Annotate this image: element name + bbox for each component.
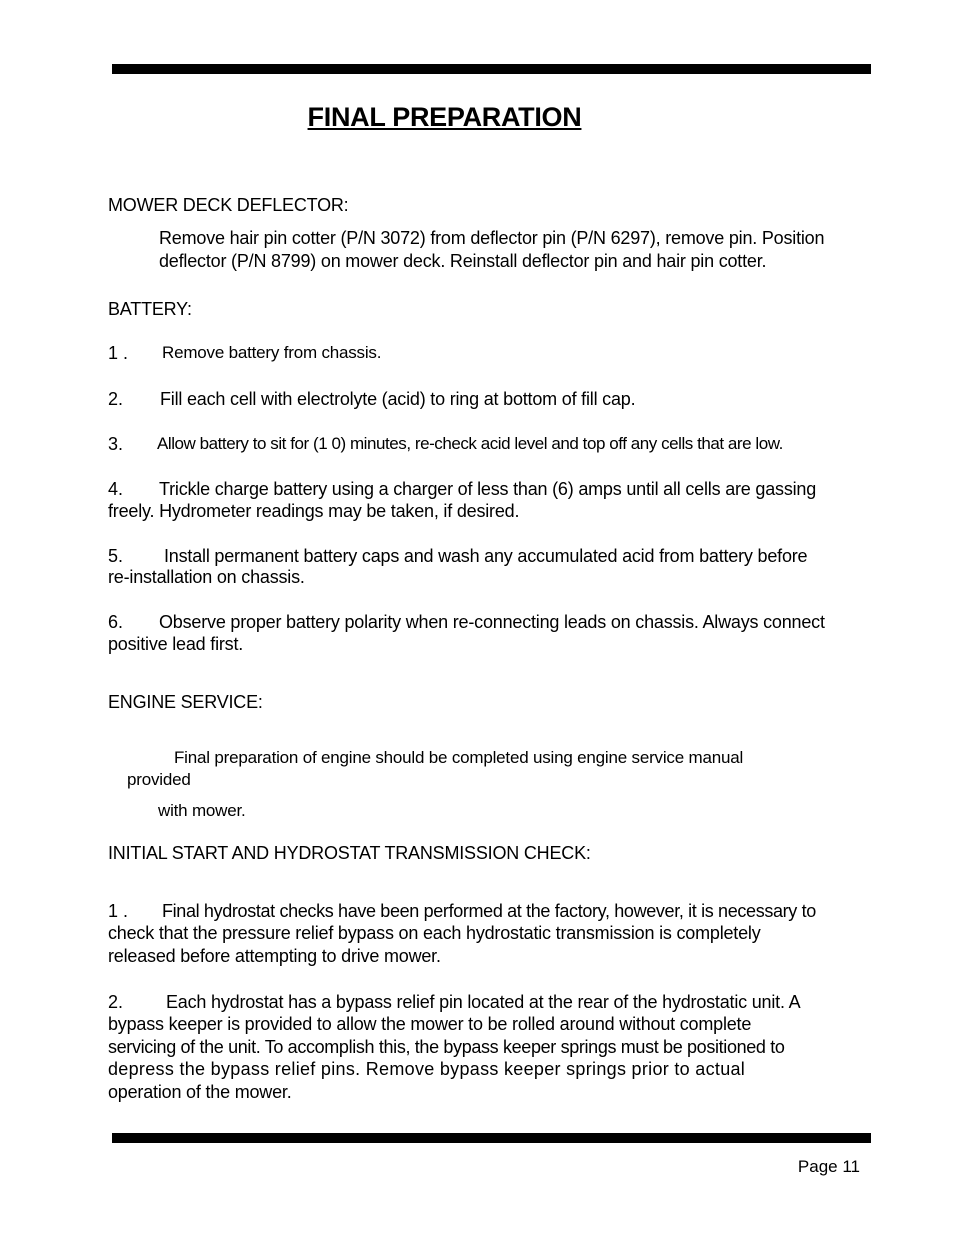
hydrostat-step-text: Final hydrostat checks have been performed at the factory, however, it is necessary to <box>162 901 816 921</box>
battery-step-number: 5. <box>108 546 124 566</box>
hydrostat-step-text: released before attempting to drive mower. <box>108 946 441 966</box>
hydrostat-step-number: 2. <box>108 992 124 1012</box>
hydrostat-step-text: Each hydrostat has a bypass relief pin located at the rear of the hydrostatic unit. A <box>166 992 801 1012</box>
hydrostat-step-text: check that the pressure relief bypass on each hydrostatic transmission is completely <box>108 923 761 943</box>
battery-step-text: Allow battery to sit for (1 0) minutes, re-check acid level and top off any cells that are low. <box>157 434 783 453</box>
battery-step-text: Trickle charge battery using a charger of less than (6) amps until all cells are gassing <box>159 479 817 499</box>
battery-step-text: freely. Hydrometer readings may be taken, if desired. <box>108 501 520 521</box>
hydrostat-heading: INITIAL START AND HYDROSTAT TRANSMISSION CHECK: <box>108 843 591 863</box>
engine-text-line: Final preparation of engine should be completed using engine service manual <box>174 748 744 767</box>
battery-step-text: Install permanent battery caps and wash any accumulated acid from battery before <box>164 546 808 566</box>
engine-text-line: with mower. <box>158 801 246 820</box>
deflector-heading: MOWER DECK DEFLECTOR: <box>108 195 349 215</box>
battery-heading: BATTERY: <box>108 299 192 319</box>
engine-heading: ENGINE SERVICE: <box>108 692 263 712</box>
engine-text-line: provided <box>127 770 191 789</box>
deflector-text-line: deflector (P/N 8799) on mower deck. Reinstall deflector pin and hair pin cotter. <box>159 251 767 271</box>
page-title: FINAL PREPARATION <box>307 102 582 132</box>
battery-step-number: 3. <box>108 434 124 454</box>
battery-step-number: 6. <box>108 612 124 632</box>
page-number: Page 11 <box>797 1157 860 1176</box>
battery-step-text: Fill each cell with electrolyte (acid) to ring at bottom of fill cap. <box>160 389 636 409</box>
hydrostat-step-text: operation of the mower. <box>108 1082 292 1102</box>
battery-step-text: positive lead first. <box>108 634 244 654</box>
hydrostat-step-number: 1 . <box>108 901 129 921</box>
hydrostat-step-text: bypass keeper is provided to allow the mower to be rolled around without complete <box>108 1014 752 1034</box>
hydrostat-step-text: depress the bypass relief pins. Remove bypass keeper springs prior to actual <box>108 1059 746 1079</box>
battery-step-number: 4. <box>108 479 124 499</box>
battery-step-number: 2. <box>108 389 124 409</box>
battery-step-number: 1 . <box>108 343 129 363</box>
top-rule <box>112 64 871 74</box>
battery-step-text: Observe proper battery polarity when re-connecting leads on chassis. Always connect <box>159 612 825 632</box>
battery-step-text: Remove battery from chassis. <box>162 343 382 362</box>
battery-step-text: re-installation on chassis. <box>108 567 305 587</box>
deflector-text-line: Remove hair pin cotter (P/N 3072) from deflector pin (P/N 6297), remove pin. Position <box>159 228 825 248</box>
bottom-rule <box>112 1133 871 1143</box>
hydrostat-step-text: servicing of the unit. To accomplish this, the bypass keeper springs must be positioned to <box>108 1037 785 1057</box>
